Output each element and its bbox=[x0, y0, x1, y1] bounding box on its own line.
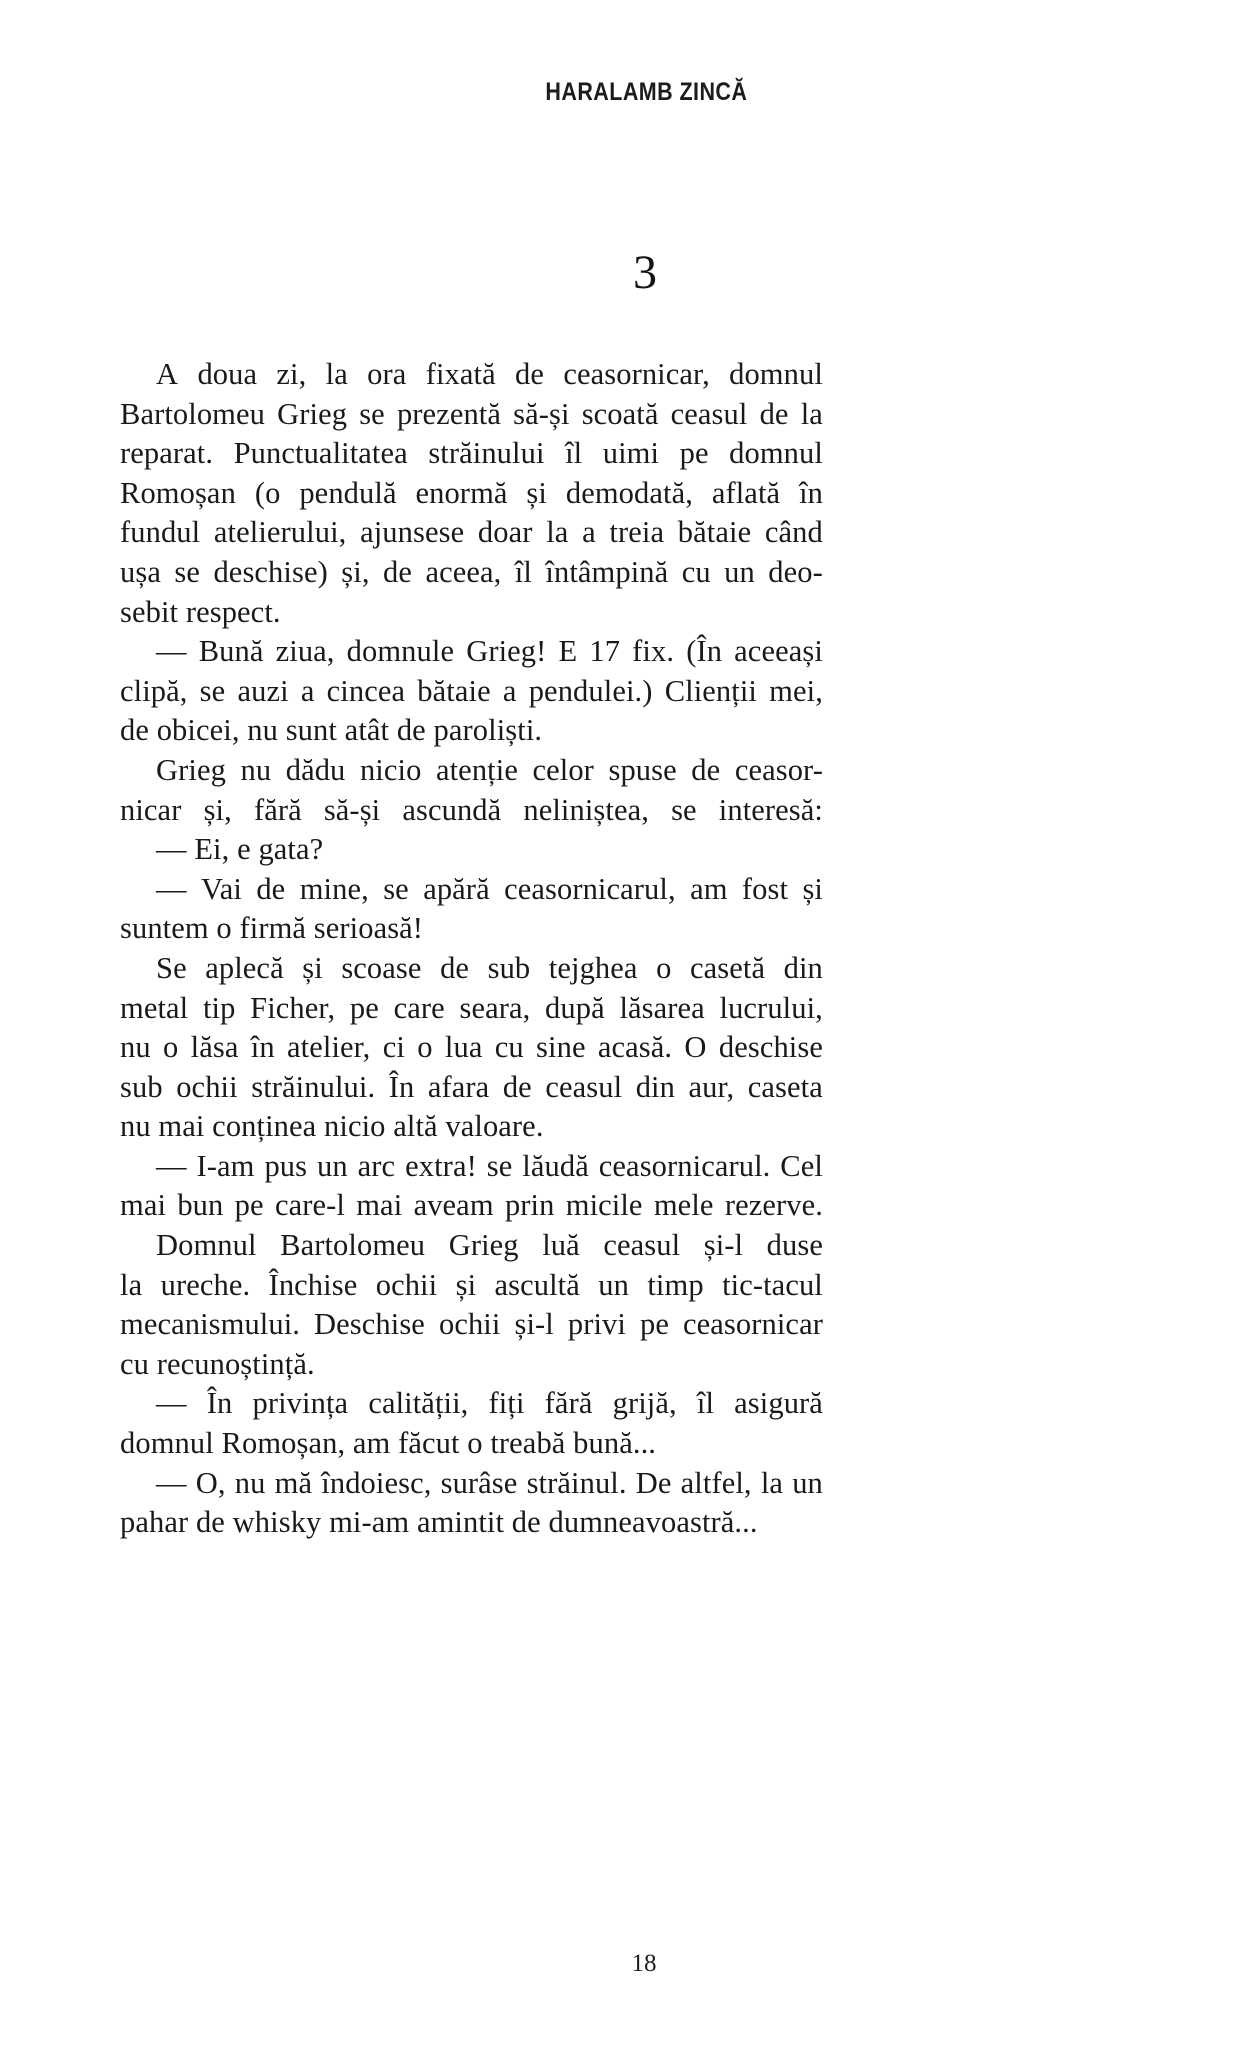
text-word: aflată bbox=[711, 475, 781, 510]
text-word: și bbox=[802, 871, 823, 906]
page-number: 18 bbox=[631, 1950, 657, 1977]
text-word: mecanismului. bbox=[120, 1307, 301, 1342]
text-word: atelier, bbox=[287, 1030, 371, 1065]
text-line bbox=[120, 474, 823, 514]
running-header bbox=[0, 78, 1252, 107]
text-word: nu bbox=[120, 1030, 151, 1065]
text-word: ceasul bbox=[670, 396, 748, 431]
text-word: Vai bbox=[200, 871, 242, 906]
text-word: Bartolomeu bbox=[120, 396, 265, 431]
text-word: Punctualitatea bbox=[233, 436, 408, 471]
text-word: doar bbox=[477, 515, 533, 550]
text-word: de bbox=[383, 554, 412, 589]
text-word: străinului. bbox=[251, 1069, 376, 1104]
text-line: sebit respect. bbox=[120, 594, 281, 629]
text-word: dădu bbox=[285, 752, 346, 787]
text-line bbox=[120, 1068, 823, 1108]
text-word: deschise bbox=[718, 1030, 823, 1065]
text-word: când bbox=[764, 515, 823, 550]
text-word: o bbox=[656, 950, 672, 985]
text-word: celor bbox=[532, 752, 594, 787]
text-line: — Ei, e gata? bbox=[156, 832, 324, 867]
text-word: nu bbox=[234, 1465, 266, 1500]
text-word: Grieg! bbox=[466, 634, 547, 669]
text-word: pe bbox=[640, 1307, 669, 1342]
text-word: (o bbox=[254, 475, 281, 510]
text-word: la bbox=[546, 515, 569, 550]
text-word: Ficher, bbox=[250, 990, 336, 1025]
text-word: reparat. bbox=[120, 436, 214, 471]
text-word: lua bbox=[444, 1030, 483, 1065]
text-word: se bbox=[383, 871, 409, 906]
text-word: un bbox=[317, 1148, 348, 1183]
text-word: și-l bbox=[514, 1307, 554, 1342]
text-word: micile bbox=[565, 1188, 643, 1223]
text-word: a bbox=[582, 515, 596, 550]
text-line bbox=[120, 395, 823, 435]
text-word: bătaie bbox=[677, 515, 752, 550]
text-word: și bbox=[302, 950, 323, 985]
text-word: fără bbox=[544, 1386, 593, 1421]
text-word: ceasul bbox=[603, 1228, 681, 1263]
text-word: ceasornicarul, bbox=[504, 871, 676, 906]
text-word: un bbox=[792, 1465, 823, 1500]
text-word: domnul bbox=[729, 357, 823, 391]
text-word: deschise) bbox=[213, 554, 328, 589]
text-line bbox=[120, 1266, 823, 1306]
text-word: ajunsese bbox=[360, 515, 465, 550]
text-word: care-l bbox=[274, 1188, 345, 1223]
text-word: la bbox=[760, 1465, 784, 1500]
text-word: O bbox=[684, 1030, 707, 1065]
text-word: Clienții bbox=[664, 673, 757, 708]
text-word: luă bbox=[542, 1228, 580, 1263]
text-word: Închise bbox=[268, 1267, 358, 1302]
text-word: Bartolomeu bbox=[280, 1228, 426, 1263]
body-text bbox=[120, 355, 823, 1543]
text-line bbox=[120, 1464, 823, 1504]
text-word: atelierului, bbox=[213, 515, 347, 550]
text-word: lăsarea bbox=[619, 990, 705, 1025]
text-word: doua bbox=[197, 357, 258, 391]
text-word: de bbox=[759, 396, 789, 431]
text-word: apără bbox=[423, 871, 490, 906]
text-word: în bbox=[799, 475, 823, 510]
text-word: pendulă bbox=[299, 475, 397, 510]
text-word: bătaie bbox=[417, 673, 491, 708]
text-word: de bbox=[691, 752, 721, 787]
text-line bbox=[120, 1226, 823, 1266]
text-word: o bbox=[163, 1030, 179, 1065]
text-word: surâse bbox=[440, 1465, 518, 1500]
text-word: În bbox=[206, 1386, 233, 1421]
text-word: pe bbox=[349, 990, 379, 1025]
text-line bbox=[120, 632, 823, 672]
text-word: am bbox=[690, 871, 728, 906]
text-word: fiți bbox=[488, 1386, 525, 1421]
text-word: duse bbox=[766, 1228, 823, 1263]
text-word: ceasornicar bbox=[683, 1307, 823, 1342]
text-word: îndoiesc, bbox=[321, 1465, 432, 1500]
text-word: să-și bbox=[513, 396, 570, 431]
text-word: îl bbox=[565, 436, 583, 471]
text-word: ci bbox=[382, 1030, 405, 1065]
text-word: aur, bbox=[688, 1069, 735, 1104]
text-word: străinului bbox=[428, 436, 545, 471]
text-word: Domnul bbox=[156, 1228, 257, 1263]
text-word: timp bbox=[647, 1267, 704, 1302]
text-word: mai bbox=[356, 1188, 403, 1223]
text-word: la bbox=[120, 1267, 143, 1302]
text-word: pe bbox=[234, 1188, 264, 1223]
text-word: se bbox=[199, 673, 226, 708]
text-word: ochii bbox=[375, 1267, 438, 1302]
text-word: ureche. bbox=[160, 1267, 251, 1302]
text-line: de obicei, nu sunt atât de paroliști. bbox=[120, 713, 543, 748]
text-word: Grieg bbox=[448, 1228, 519, 1263]
text-word: Romoșan bbox=[120, 475, 236, 510]
text-word: îl bbox=[696, 1386, 715, 1421]
text-word: demodată, bbox=[565, 475, 693, 510]
text-line bbox=[120, 989, 823, 1029]
text-line bbox=[120, 870, 823, 910]
text-word: și, bbox=[341, 554, 370, 589]
text-word: străinul. bbox=[526, 1465, 627, 1500]
text-word: ziua, bbox=[275, 634, 335, 669]
text-word: de bbox=[502, 1069, 532, 1104]
text-word: de bbox=[440, 950, 470, 985]
text-word: ceasul bbox=[545, 1069, 623, 1104]
text-line bbox=[120, 434, 823, 474]
text-word: cincea bbox=[326, 673, 406, 708]
text-word: (În bbox=[686, 634, 723, 669]
text-word: — bbox=[156, 1386, 187, 1421]
text-word: acasă. bbox=[597, 1030, 673, 1065]
text-word: lucrului, bbox=[719, 990, 823, 1025]
text-line bbox=[120, 672, 823, 712]
text-word: În bbox=[388, 1069, 415, 1104]
text-word: extra! bbox=[405, 1148, 477, 1183]
text-word: Bună bbox=[198, 634, 264, 669]
text-word: enormă bbox=[415, 475, 508, 510]
text-word: I-am bbox=[196, 1148, 255, 1183]
text-word: lăsa bbox=[190, 1030, 239, 1065]
text-line bbox=[120, 1186, 823, 1226]
text-word: se bbox=[174, 554, 201, 589]
text-word: afara bbox=[427, 1069, 490, 1104]
text-word: cu bbox=[494, 1030, 524, 1065]
text-word: și bbox=[526, 475, 547, 510]
text-word: zi, bbox=[276, 357, 307, 391]
text-word: aplecă bbox=[205, 950, 284, 985]
text-word: casetă bbox=[689, 950, 766, 985]
text-word: interesă: bbox=[718, 792, 823, 827]
text-word: fost bbox=[741, 871, 789, 906]
text-word: Cel bbox=[780, 1148, 823, 1183]
text-word: calității, bbox=[368, 1386, 469, 1421]
text-word: ceasornicarul. bbox=[598, 1148, 771, 1183]
text-word: bun bbox=[177, 1188, 224, 1223]
text-word: seara, bbox=[459, 990, 531, 1025]
text-word: ușa bbox=[120, 554, 161, 589]
text-word: de bbox=[256, 871, 286, 906]
text-word: nu bbox=[240, 752, 272, 787]
text-word: din bbox=[783, 950, 823, 985]
text-word: ochii bbox=[176, 1069, 238, 1104]
text-word: în bbox=[250, 1030, 275, 1065]
text-word: cu bbox=[681, 554, 711, 589]
text-word: mine, bbox=[299, 871, 369, 906]
text-word: îl bbox=[514, 554, 532, 589]
text-word: — bbox=[156, 1148, 187, 1183]
text-line bbox=[120, 751, 823, 791]
text-line bbox=[120, 791, 823, 831]
text-word: asigură bbox=[734, 1386, 823, 1421]
text-word: ceasornicar, bbox=[563, 357, 710, 391]
text-word: De bbox=[635, 1465, 672, 1500]
text-word: scoase bbox=[341, 950, 422, 985]
text-word: sub bbox=[487, 950, 531, 985]
text-word: domnul bbox=[729, 436, 823, 471]
text-word: domnule bbox=[346, 634, 455, 669]
text-line bbox=[120, 1305, 823, 1345]
text-word: altfel, bbox=[680, 1465, 752, 1500]
text-word: spuse bbox=[608, 752, 677, 787]
text-word: uimi bbox=[602, 436, 660, 471]
text-word: Grieg bbox=[277, 396, 348, 431]
text-word: 17 bbox=[589, 634, 621, 669]
text-word: fixată bbox=[425, 357, 496, 391]
text-line bbox=[120, 355, 823, 395]
text-word: ceasor- bbox=[734, 752, 823, 787]
text-word: neliniștea, bbox=[523, 792, 649, 827]
text-word: prezentă bbox=[396, 396, 502, 431]
text-word: sine bbox=[536, 1030, 586, 1065]
text-word: scoată bbox=[581, 396, 659, 431]
text-line bbox=[120, 553, 823, 593]
text-word: un bbox=[598, 1267, 629, 1302]
text-word: o bbox=[417, 1030, 433, 1065]
text-word: și bbox=[455, 1267, 477, 1302]
text-line bbox=[120, 1028, 823, 1068]
text-word: aceea, bbox=[425, 554, 502, 589]
text-word: E bbox=[558, 634, 578, 669]
text-word: se bbox=[671, 792, 697, 827]
text-word: fără bbox=[253, 792, 302, 827]
text-word: mă bbox=[274, 1465, 313, 1500]
text-word: tip bbox=[202, 990, 236, 1025]
text-word: caseta bbox=[747, 1069, 823, 1104]
text-word: nicar bbox=[120, 792, 182, 827]
text-word: care bbox=[393, 990, 445, 1025]
text-word: rezerve. bbox=[724, 1188, 823, 1223]
text-word: A bbox=[156, 357, 179, 391]
text-word: deo- bbox=[768, 554, 823, 589]
text-word: lăudă bbox=[522, 1148, 589, 1183]
text-word: O, bbox=[195, 1465, 226, 1500]
text-word: metal bbox=[120, 990, 189, 1025]
text-word: după bbox=[545, 990, 605, 1025]
text-line bbox=[120, 513, 823, 553]
text-word: ascundă bbox=[402, 792, 502, 827]
text-word: la bbox=[800, 396, 823, 431]
text-line: cu recunoștință. bbox=[120, 1346, 315, 1381]
text-word: arc bbox=[357, 1148, 396, 1183]
text-word: se bbox=[359, 396, 385, 431]
text-word: auzi bbox=[237, 673, 289, 708]
text-word: grijă, bbox=[612, 1386, 677, 1421]
text-word: mele bbox=[653, 1188, 714, 1223]
text-word: la bbox=[325, 357, 348, 391]
running-head-title: HARALAMB ZINCĂ bbox=[545, 78, 747, 106]
text-word: atenție bbox=[435, 752, 518, 787]
text-word: ascultă bbox=[494, 1267, 580, 1302]
text-word: întâmpină bbox=[545, 554, 669, 589]
text-word: ora bbox=[367, 357, 407, 391]
text-word: prin bbox=[504, 1188, 555, 1223]
text-word: clipă, bbox=[120, 673, 188, 708]
text-word: și-l bbox=[703, 1228, 744, 1263]
text-word: sub bbox=[120, 1069, 163, 1104]
text-word: Deschise bbox=[314, 1307, 425, 1342]
text-word: pe bbox=[679, 436, 709, 471]
text-word: a bbox=[300, 673, 315, 708]
text-line: nu mai conținea nicio altă valoare. bbox=[120, 1109, 544, 1144]
text-word: aceeași bbox=[734, 634, 823, 669]
text-word: nicio bbox=[359, 752, 422, 787]
text-word: și, bbox=[203, 792, 232, 827]
text-word: aveam bbox=[413, 1188, 494, 1223]
text-word: tejghea bbox=[548, 950, 638, 985]
text-word: pendulei.) bbox=[528, 673, 653, 708]
text-word: de bbox=[515, 357, 545, 391]
chapter-number: 3 bbox=[633, 246, 657, 299]
text-word: fix. bbox=[632, 634, 675, 669]
text-word: mei, bbox=[769, 673, 823, 708]
text-word: fundul bbox=[120, 515, 201, 550]
text-word: se bbox=[486, 1148, 513, 1183]
text-word: din bbox=[635, 1069, 675, 1104]
text-line bbox=[120, 1147, 823, 1187]
text-word: un bbox=[724, 554, 755, 589]
text-word: — bbox=[156, 1465, 187, 1500]
text-word: ochii bbox=[438, 1307, 501, 1342]
text-line: domnul Romoșan, am făcut o treabă bună... bbox=[120, 1426, 657, 1461]
text-line: pahar de whisky mi-am amintit de dumneavoastră... bbox=[120, 1505, 758, 1540]
text-word: treia bbox=[609, 515, 665, 550]
text-word: să-și bbox=[323, 792, 381, 827]
text-word: privi bbox=[567, 1307, 626, 1342]
text-word: Grieg bbox=[156, 752, 226, 787]
text-word: tic-tacul bbox=[722, 1267, 823, 1302]
text-line bbox=[120, 949, 823, 989]
text-line: suntem o firmă serioasă! bbox=[120, 911, 424, 946]
text-word: pus bbox=[264, 1148, 308, 1183]
text-word: — bbox=[156, 634, 187, 669]
text-word: mai bbox=[120, 1188, 167, 1223]
text-word: privința bbox=[252, 1386, 349, 1421]
text-word: — bbox=[156, 871, 187, 906]
text-line bbox=[120, 1384, 823, 1424]
text-word: a bbox=[502, 673, 517, 708]
text-word: Se bbox=[156, 950, 187, 985]
